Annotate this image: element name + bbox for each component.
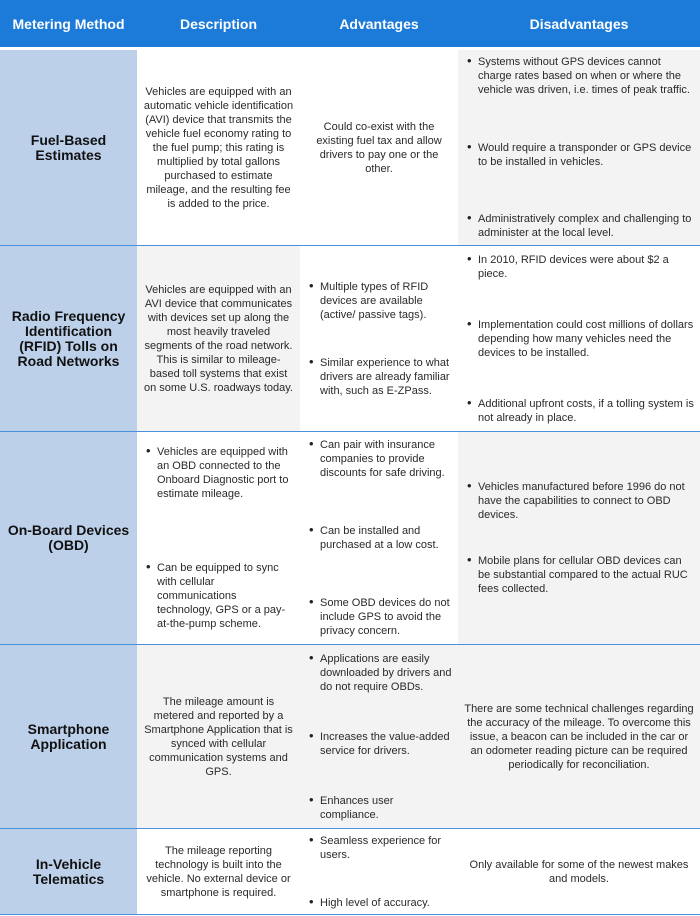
advantages-list bbox=[306, 652, 452, 822]
list-item: • Multiple types of RFID devices are available (active/ passive tags). bbox=[320, 280, 452, 322]
disadvantages-cell: Only available for some of the newest makes and models. bbox=[458, 829, 700, 915]
table-row bbox=[0, 829, 700, 915]
description-cell bbox=[137, 432, 300, 645]
list-item: • Increases the value-added service for drivers. bbox=[320, 730, 452, 758]
list-item: • Mobile plans for cellular OBD devices can be substantial compared to the actual RUC fees collected. bbox=[478, 554, 694, 596]
list-item: • Implementation could cost millions of dollars depending how many vehicles need the devices to be installed. bbox=[478, 318, 694, 360]
list-item: • Administratively complex and challenging to administer at the local level. bbox=[478, 212, 694, 240]
disadvantages-cell bbox=[458, 49, 700, 246]
advantages-cell bbox=[300, 645, 458, 829]
advantages-list bbox=[306, 834, 452, 910]
list-item: • Additional upfront costs, if a tolling system is not already in place. bbox=[478, 397, 694, 425]
list-item: • Vehicles manufactured before 1996 do not have the capabilities to connect to OBD devices. bbox=[478, 480, 694, 522]
list-item: • In 2010, RFID devices were about $2 a piece. bbox=[478, 253, 694, 281]
list-item: • Applications are easily downloaded by drivers and do not require OBDs. bbox=[320, 652, 452, 694]
disadvantages-list bbox=[464, 253, 694, 425]
description-cell: Vehicles are equipped with an AVI device that communicates with devices set up along the most heavily traveled segments of the road network. This is similar to mileage-based toll systems that exist on some U.S. roadways today. bbox=[137, 246, 300, 432]
disadvantages-list bbox=[464, 55, 694, 240]
description-cell: The mileage reporting technology is built into the vehicle. No external device or smartphone is required. bbox=[137, 829, 300, 915]
list-item: • High level of accuracy. bbox=[320, 896, 452, 910]
table-row bbox=[0, 246, 700, 432]
disadvantages-cell bbox=[458, 246, 700, 432]
method-cell: Fuel-Based Estimates bbox=[0, 49, 137, 246]
header-metering-method: Metering Method bbox=[0, 0, 137, 49]
method-cell: Radio Frequency Identification (RFID) Tolls on Road Networks bbox=[0, 246, 137, 432]
header-description: Description bbox=[137, 0, 300, 49]
table-row bbox=[0, 432, 700, 645]
list-item: • Enhances user compliance. bbox=[320, 794, 452, 822]
header-disadvantages: Disadvantages bbox=[458, 0, 700, 49]
table-row bbox=[0, 645, 700, 829]
disadvantages-cell bbox=[458, 432, 700, 645]
advantages-cell bbox=[300, 829, 458, 915]
list-item: • Vehicles are equipped with an OBD connected to the Onboard Diagnostic port to estimate mileage. bbox=[157, 445, 294, 501]
header-advantages: Advantages bbox=[300, 0, 458, 49]
advantages-cell bbox=[300, 432, 458, 645]
table-row bbox=[0, 49, 700, 246]
description-list bbox=[143, 445, 294, 631]
advantages-cell bbox=[300, 246, 458, 432]
advantages-list bbox=[306, 280, 452, 398]
list-item: • Similar experience to what drivers are already familiar with, such as E-ZPass. bbox=[320, 356, 452, 398]
description-cell: The mileage amount is metered and reported by a Smartphone Application that is synced with cellular communication systems and GPS. bbox=[137, 645, 300, 829]
method-cell: In-Vehicle Telematics bbox=[0, 829, 137, 915]
list-item: • Systems without GPS devices cannot charge rates based on when or where the vehicle was driven, i.e. times of peak traffic. bbox=[478, 55, 694, 97]
advantages-cell: Could co-exist with the existing fuel tax and allow drivers to pay one or the other. bbox=[300, 49, 458, 246]
list-item: • Can pair with insurance companies to provide discounts for safe driving. bbox=[320, 438, 452, 480]
disadvantages-cell: There are some technical challenges regarding the accuracy of the mileage. To overcome this issue, a beacon can be included in the car or an odometer reading picture can be required periodically for reconciliation. bbox=[458, 645, 700, 829]
list-item: • Would require a transponder or GPS device to be installed in vehicles. bbox=[478, 141, 694, 169]
header-row bbox=[0, 0, 700, 49]
method-cell: On-Board Devices (OBD) bbox=[0, 432, 137, 645]
list-item: • Can be installed and purchased at a low cost. bbox=[320, 524, 452, 552]
list-item: • Some OBD devices do not include GPS to avoid the privacy concern. bbox=[320, 596, 452, 638]
method-cell: Smartphone Application bbox=[0, 645, 137, 829]
disadvantages-list bbox=[464, 480, 694, 596]
list-item: • Can be equipped to sync with cellular communications technology, GPS or a pay-at-the-pump scheme. bbox=[157, 561, 294, 631]
list-item: • Seamless experience for users. bbox=[320, 834, 452, 862]
advantages-list bbox=[306, 438, 452, 638]
description-cell: Vehicles are equipped with an automatic vehicle identification (AVI) device that transmits the vehicle fuel economy rating to the fuel pump; this rating is multiplied by total gallons purchased to estimate mileage, and the resulting fee is added to the price. bbox=[137, 49, 300, 246]
